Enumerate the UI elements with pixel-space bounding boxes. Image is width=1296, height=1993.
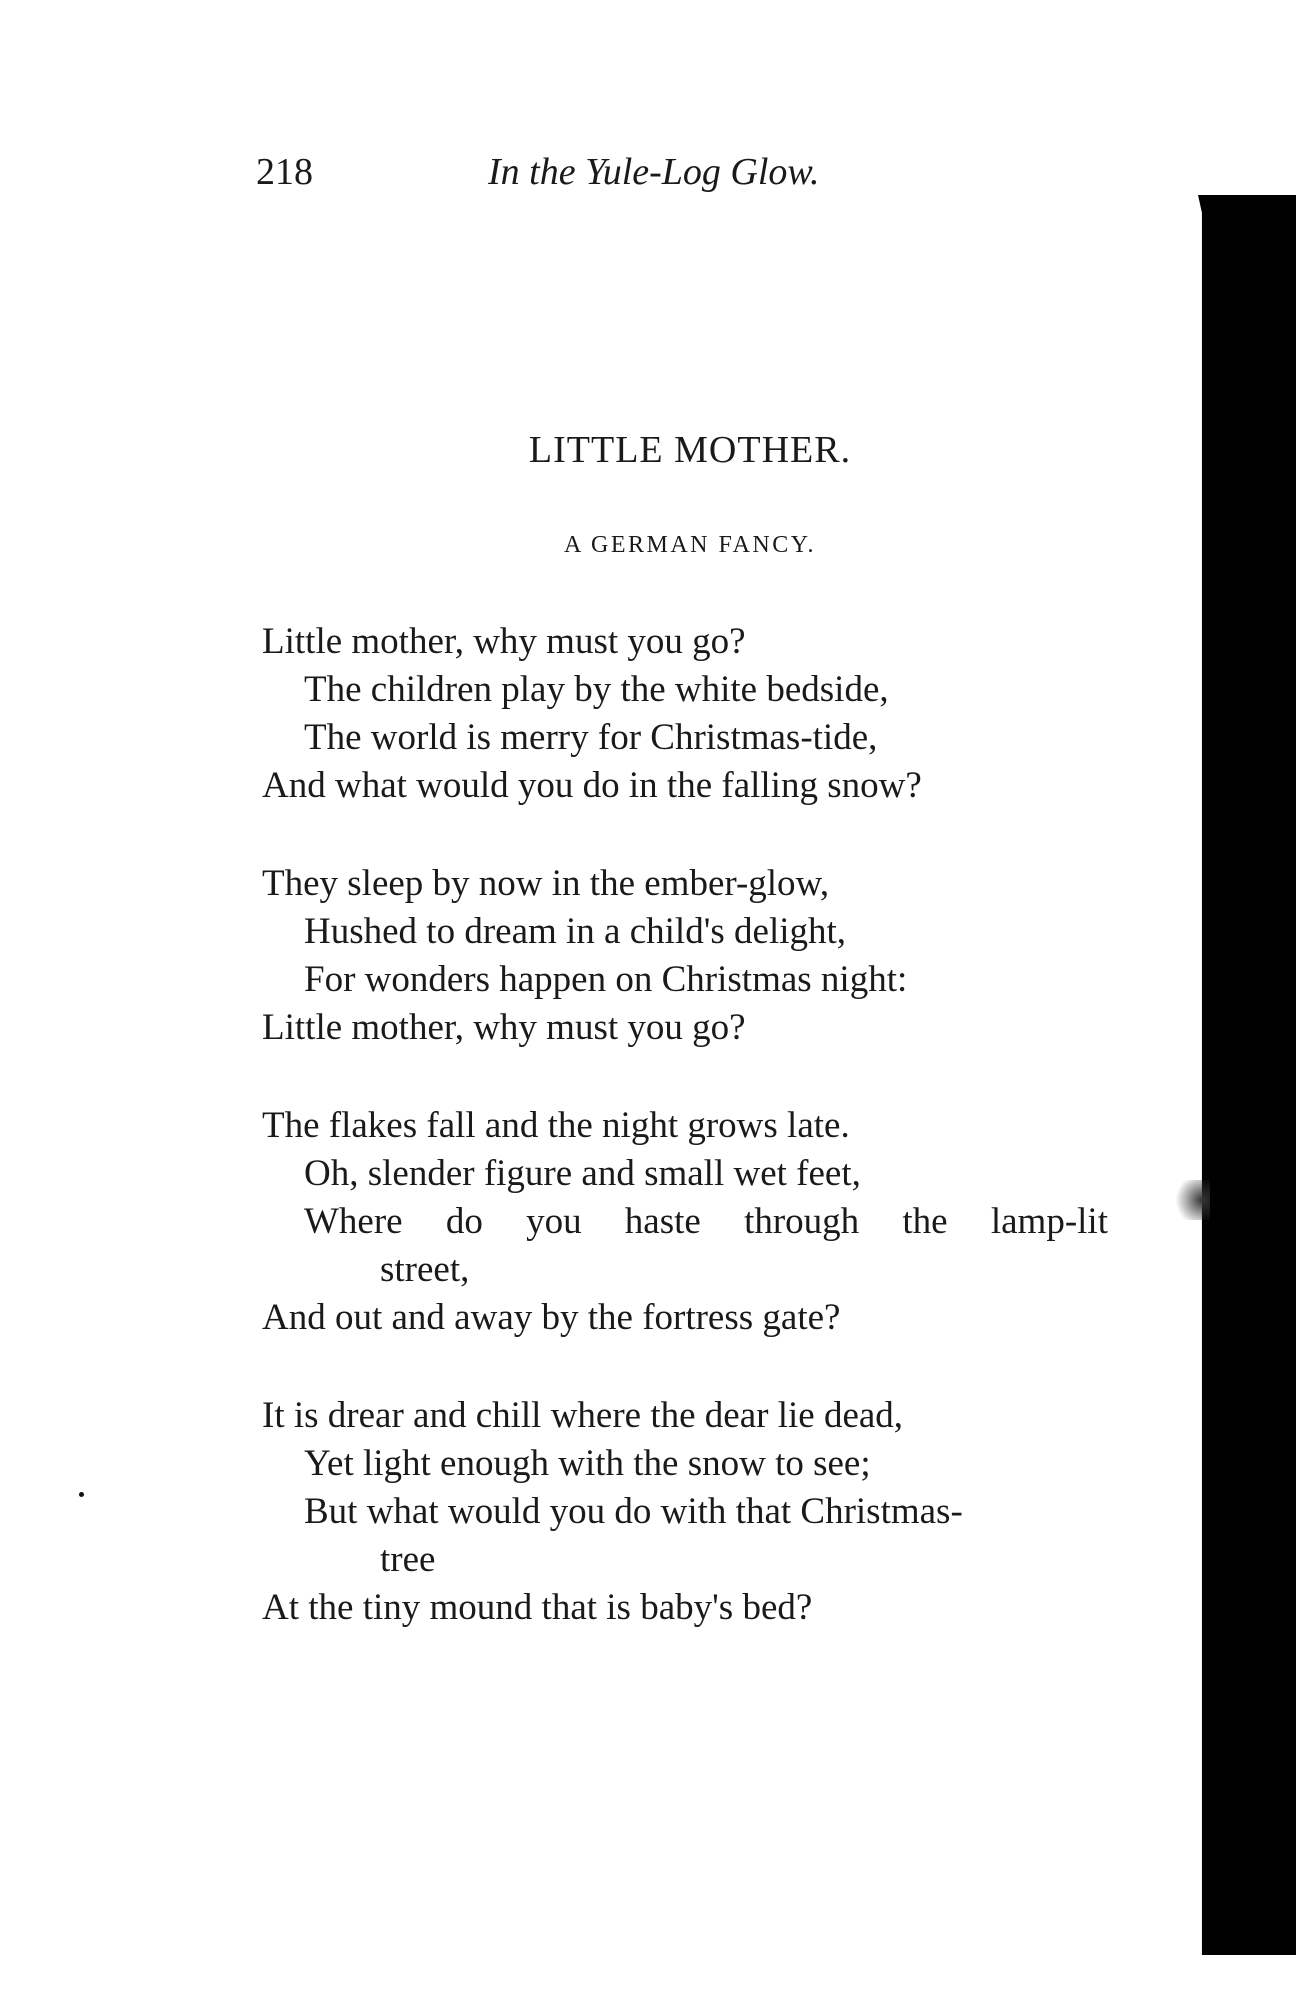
- poem-title: LITTLE MOTHER.: [528, 429, 852, 471]
- poem-line: For wonders happen on Christmas night:: [304, 959, 908, 1000]
- poem-line: The flakes fall and the night grows late.: [262, 1105, 850, 1146]
- poem-line: But what would you do with that Christmas-: [304, 1491, 963, 1532]
- poem-line: Hushed to dream in a child's delight,: [304, 911, 847, 952]
- poem-line: At the tiny mound that is baby's bed?: [262, 1587, 813, 1628]
- word: through: [744, 1201, 860, 1242]
- page-number: 218: [256, 151, 313, 193]
- poem-line: And what would you do in the falling snow?: [262, 765, 922, 806]
- poem-line: The world is merry for Christmas-tide,: [304, 717, 878, 758]
- scan-speck: [79, 1492, 84, 1497]
- poem-line: Oh, slender figure and small wet feet,: [304, 1153, 861, 1194]
- poem-line: They sleep by now in the ember-glow,: [262, 863, 830, 904]
- poem-line-justified: [304, 1200, 1108, 1243]
- word: lamp-lit: [990, 1201, 1108, 1242]
- scan-edge-noise: [1170, 1180, 1210, 1220]
- word: do: [445, 1201, 483, 1242]
- word: the: [902, 1201, 948, 1242]
- poem-line: It is drear and chill where the dear lie dead,: [262, 1395, 904, 1436]
- poem-line-continuation: street,: [380, 1249, 470, 1290]
- word: haste: [624, 1201, 701, 1242]
- word: you: [526, 1201, 582, 1242]
- poem-line-continuation: tree: [380, 1539, 436, 1580]
- poem-line: Little mother, why must you go?: [262, 621, 746, 662]
- poem-subtitle: A GERMAN FANCY.: [564, 532, 816, 558]
- word: Where: [304, 1201, 403, 1242]
- scan-edge-shadow: [1198, 195, 1296, 1955]
- poem-line: And out and away by the fortress gate?: [262, 1297, 841, 1338]
- poem-line: The children play by the white bedside,: [304, 669, 889, 710]
- poem-line: Little mother, why must you go?: [262, 1007, 746, 1048]
- poem-line: Yet light enough with the snow to see;: [304, 1443, 871, 1484]
- running-title: In the Yule-Log Glow.: [488, 151, 820, 193]
